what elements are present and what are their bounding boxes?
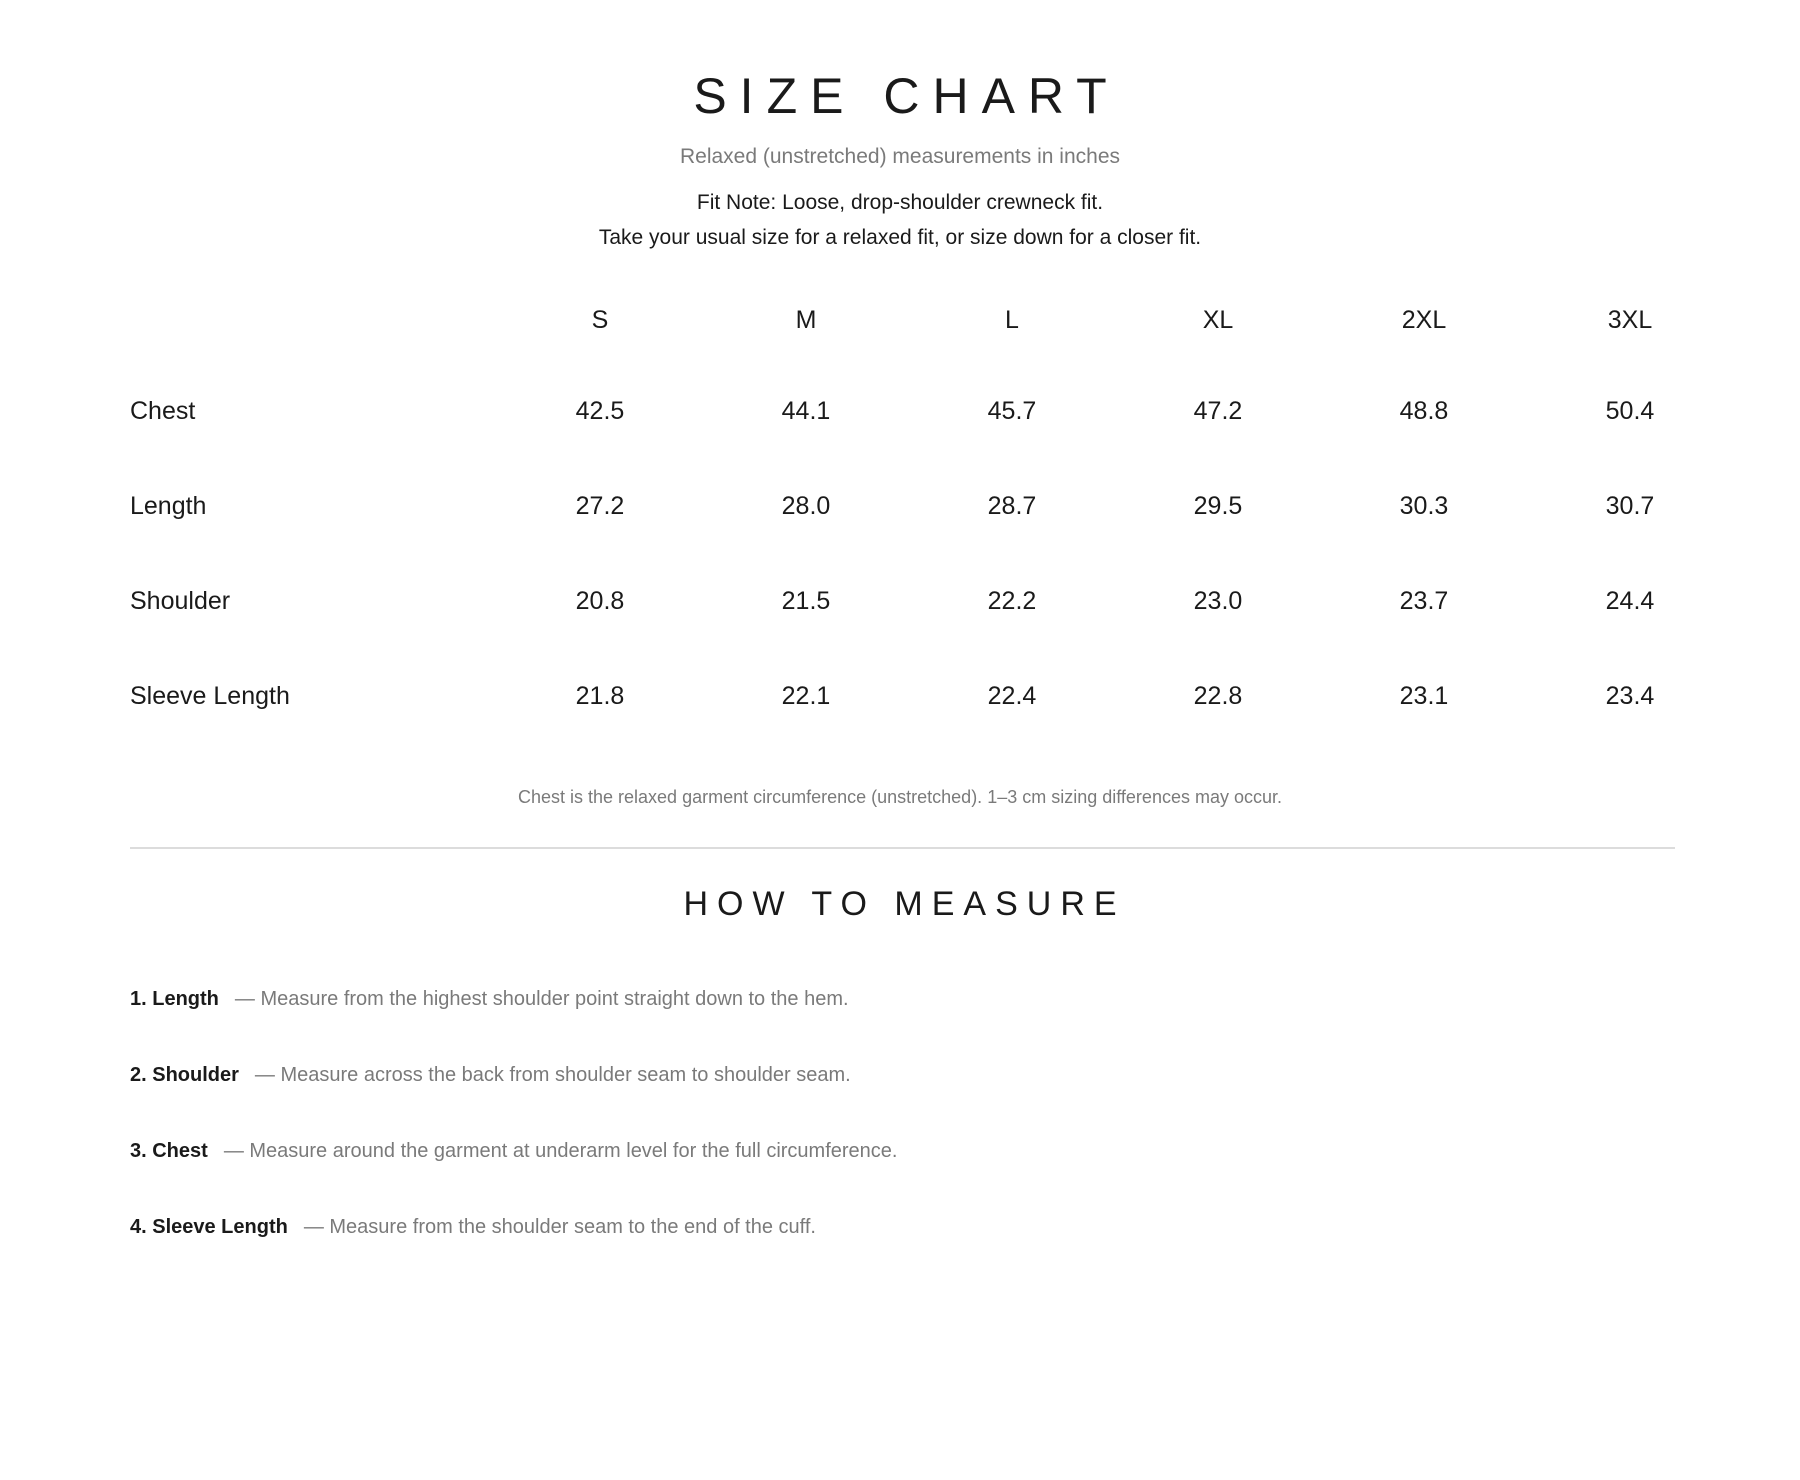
measure-step-shoulder (130, 1061, 1675, 1137)
table-row-shoulder (130, 581, 1675, 621)
table-cell: 21.5 (781, 587, 831, 615)
step-name: 3. Chest (130, 1140, 208, 1162)
table-cell: 22.1 (781, 682, 831, 710)
step-name: 4. Sleeve Length (130, 1216, 288, 1238)
row-label: Length (130, 492, 207, 520)
table-cell: 21.8 (575, 682, 625, 710)
table-cell: 23.4 (1605, 682, 1655, 710)
column-header-s: S (591, 306, 609, 334)
step-name: 1. Length (130, 988, 219, 1010)
step-name: 2. Shoulder (130, 1064, 239, 1086)
table-row-sleeve-length (130, 676, 1675, 716)
table-cell: 23.7 (1399, 587, 1449, 615)
column-header-l: L (1005, 306, 1019, 334)
measure-step-sleeve-length (130, 1213, 1675, 1289)
page-subtitle: Relaxed (unstretched) measurements in inches (679, 145, 1121, 168)
table-cell: 23.1 (1399, 682, 1449, 710)
column-header-m: M (795, 306, 817, 334)
column-header-2xl: 2XL (1401, 306, 1447, 334)
page-title: SIZE CHART (693, 68, 1120, 124)
table-cell: 45.7 (987, 397, 1037, 425)
column-header-xl: XL (1202, 306, 1234, 334)
table-cell: 48.8 (1399, 397, 1449, 425)
section-divider (130, 847, 1675, 849)
row-label: Shoulder (130, 587, 231, 615)
table-header-row (130, 300, 1675, 340)
step-description: — Measure from the shoulder seam to the end of the cuff. (303, 1216, 816, 1238)
step-description: — Measure across the back from shoulder seam to shoulder seam. (254, 1064, 851, 1086)
measure-step-length (130, 985, 1675, 1061)
table-footnote: Chest is the relaxed garment circumference (unstretched). 1–3 cm sizing differences may occur. (517, 787, 1282, 807)
table-cell: 28.7 (987, 492, 1037, 520)
column-header-3xl: 3XL (1607, 306, 1653, 334)
table-cell: 29.5 (1193, 492, 1243, 520)
measure-steps-list (130, 985, 1675, 1289)
table-cell: 50.4 (1605, 397, 1655, 425)
step-description: — Measure from the highest shoulder point straight down to the hem. (234, 988, 849, 1010)
table-cell: 27.2 (575, 492, 625, 520)
table-cell: 47.2 (1193, 397, 1243, 425)
table-cell: 44.1 (781, 397, 831, 425)
fit-note-line-2: Take your usual size for a relaxed fit, or size down for a closer fit. (598, 226, 1202, 249)
step-description: — Measure around the garment at underarm level for the full circumference. (223, 1140, 898, 1162)
fit-note-line-1: Fit Note: Loose, drop-shoulder crewneck fit. (696, 191, 1104, 214)
table-cell: 22.4 (987, 682, 1037, 710)
table-row-chest (130, 391, 1675, 431)
measure-step-chest (130, 1137, 1675, 1213)
table-cell: 22.8 (1193, 682, 1243, 710)
row-label: Chest (130, 397, 196, 425)
row-label: Sleeve Length (130, 682, 290, 710)
table-cell: 24.4 (1605, 587, 1655, 615)
table-cell: 30.3 (1399, 492, 1449, 520)
table-cell: 42.5 (575, 397, 625, 425)
table-cell: 28.0 (781, 492, 831, 520)
table-cell: 23.0 (1193, 587, 1243, 615)
table-cell: 20.8 (575, 587, 625, 615)
how-to-measure-title: HOW TO MEASURE (683, 885, 1126, 923)
table-row-length (130, 486, 1675, 526)
table-cell: 30.7 (1605, 492, 1655, 520)
table-cell: 22.2 (987, 587, 1037, 615)
